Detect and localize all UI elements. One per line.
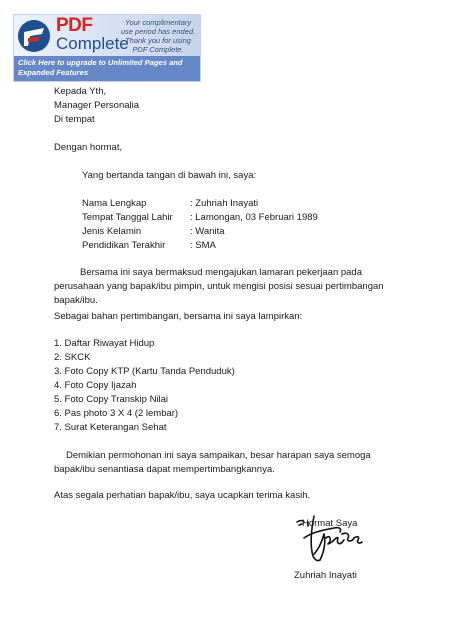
attachment-item: 6. Pas photo 3 X 4 (2 lembar)	[54, 408, 179, 419]
recipient-line-1: Kepada Yth,	[54, 86, 107, 97]
recipient-line-2: Manager Personalia	[54, 100, 140, 111]
handwritten-signature	[290, 512, 366, 570]
banner-message: Your complimentary use period has ended. Thank you for using PDF Complete.	[120, 18, 196, 54]
attachment-item: 3. Foto Copy KTP (Kartu Tanda Penduduk)	[54, 366, 235, 377]
signature-name: Zuhriah Inayati	[294, 570, 357, 581]
attachment-item: 4. Foto Copy Ijazah	[54, 380, 137, 391]
attachments-intro: Sebagai bahan pertimbangan, bersama ini saya lampirkan:	[54, 311, 303, 322]
thanks-line: Atas segala perhatian bapak/ibu, saya ucapkan terima kasih.	[54, 490, 311, 501]
identity-value: : Lamongan, 03 Februari 1989	[190, 212, 318, 223]
identity-label: Nama Lengkap	[82, 198, 147, 209]
body-paragraph: Bersama ini saya bermaksud mengajukan lamaran pekerjaan pada perusahaan yang bapak/ibu pimpin, untuk mengisi posisi sesuai pertimbangan bapak/ibu.	[54, 267, 384, 306]
identity-value: : Zuhriah Inayati	[190, 198, 259, 209]
banner-header	[14, 15, 200, 56]
pdf-complete-logo-icon	[16, 18, 52, 54]
identity-value: : SMA	[190, 240, 216, 251]
identity-label: Tempat Tanggal Lahir	[82, 212, 173, 223]
sign-off: Hormat Saya	[302, 518, 358, 529]
intro-line: Yang bertanda tangan di bawah ini, saya:	[82, 170, 257, 181]
upgrade-link-text[interactable]: Click Here to upgrade to Unlimited Pages and Expanded Features	[18, 58, 183, 77]
attachment-item: 7. Surat Keterangan Sehat	[54, 422, 167, 433]
brand-complete-text: Complete	[56, 34, 129, 53]
identity-label: Pendidikan Terakhir	[82, 240, 166, 251]
attachment-item: 5. Foto Copy Transkip Nilai	[54, 394, 169, 405]
upgrade-link[interactable]	[14, 56, 200, 81]
brand-pdf-text: PDF	[56, 15, 93, 36]
attachment-item: 1. Daftar Riwayat Hidup	[54, 338, 155, 349]
identity-label: Jenis Kelamin	[82, 226, 142, 237]
greeting: Dengan hormat,	[54, 142, 123, 153]
identity-value: : Wanita	[190, 226, 225, 237]
pdf-complete-banner[interactable]	[14, 15, 200, 81]
closing-paragraph: Demikian permohonan ini saya sampaikan, besar harapan saya semoga bapak/ibu senantiasa dapat mempertimbangkannya.	[54, 450, 371, 475]
attachment-item: 2. SKCK	[54, 352, 91, 363]
recipient-line-3: Di tempat	[54, 114, 95, 125]
